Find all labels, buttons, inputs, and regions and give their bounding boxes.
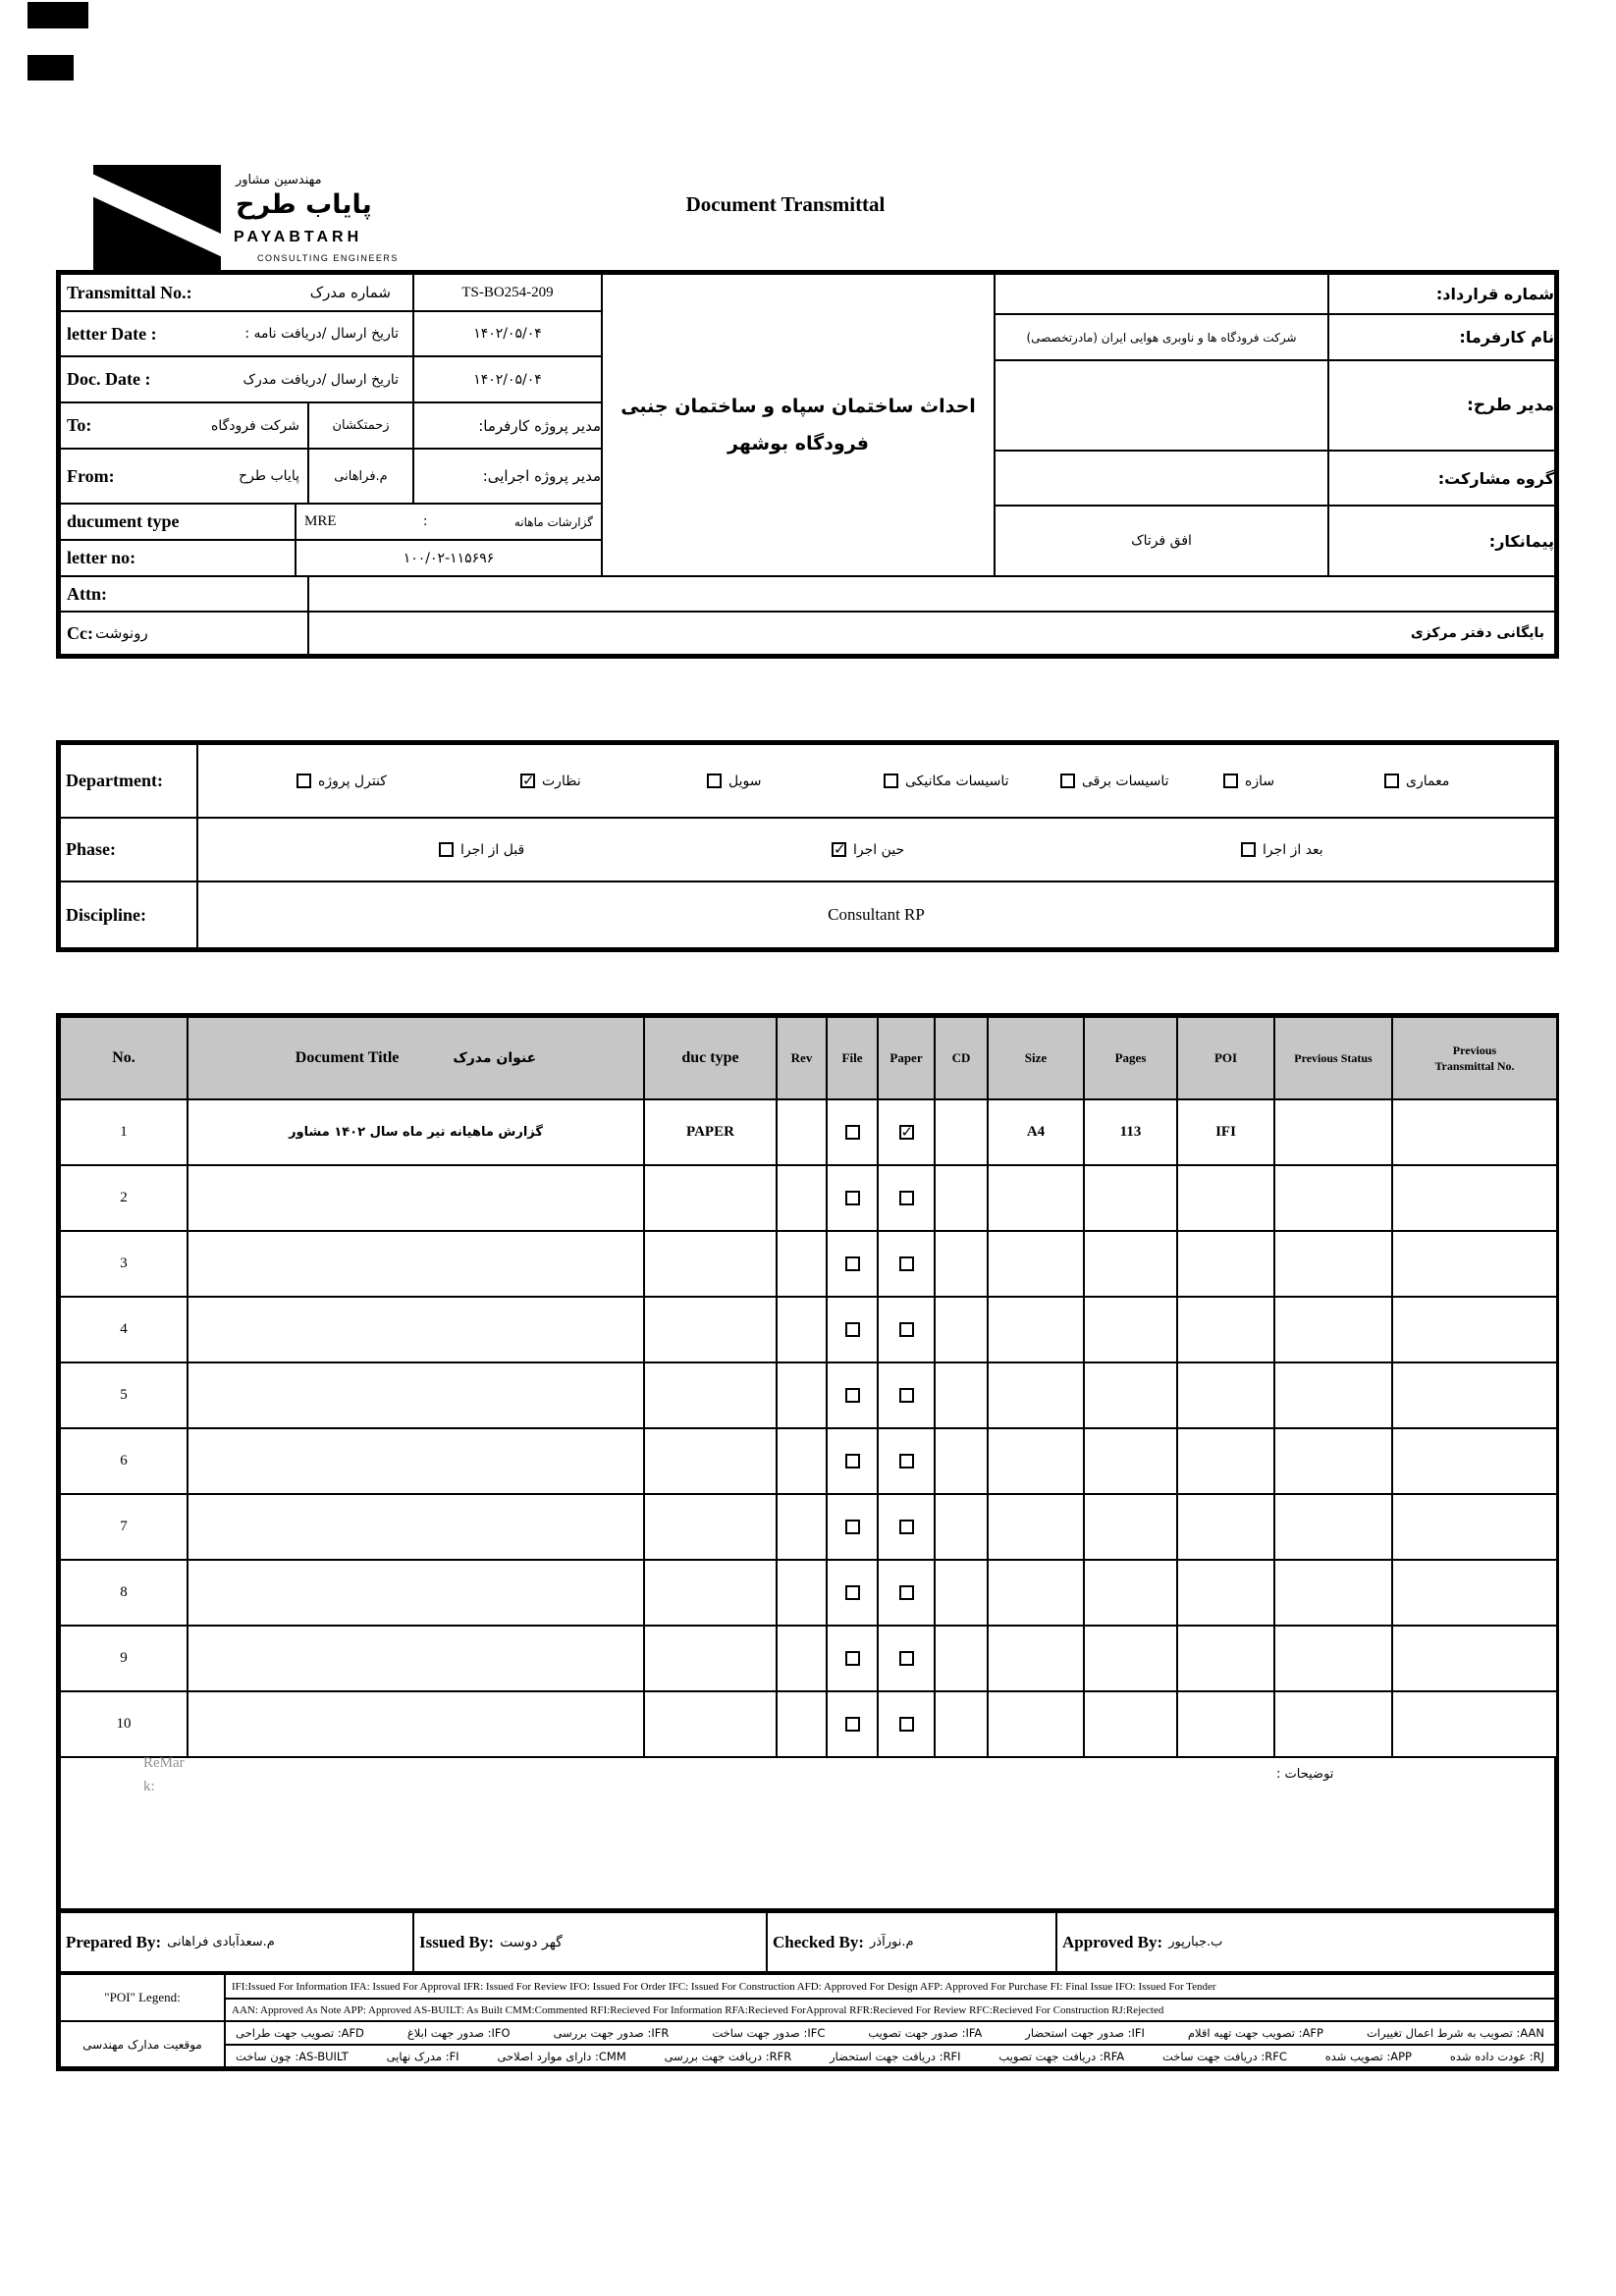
doc-row-1-paper [877,1098,936,1166]
doc-row-10-prev_no [1391,1690,1558,1758]
doc-row-4-cd [934,1296,989,1363]
doc-table-header-size: Size [987,1016,1085,1100]
cc-label-fa: رونوشت [94,624,148,642]
legend-fa1-item-4: IFA: صدور جهت تصویب [868,2026,983,2040]
remark-fa-label: توضیحات : [1276,1767,1334,1782]
phase-item-1 [439,842,524,858]
doc-row-3-file-checkbox [845,1256,860,1271]
doc-row-3-cd [934,1230,989,1298]
department-item-1 [296,774,387,789]
phase-item-2 [832,842,904,858]
doc-row-10-file-checkbox [845,1717,860,1732]
doc-row-6-rev [776,1427,828,1495]
doc-row-9-poi [1176,1625,1275,1692]
doc-row-8-cd [934,1559,989,1627]
department-item-label: تاسیسات برقی [1082,773,1169,789]
doc-row-4-size [987,1296,1085,1363]
doc-table-header-title-pair [296,1047,536,1069]
doc-table-header-no: No. [59,1016,189,1100]
partnership-label: گروه مشارکت: [1327,450,1556,507]
doc-row-1-rev [776,1098,828,1166]
doc-row-5-paper [877,1362,936,1429]
doc-row-4-duc_type [643,1296,778,1363]
legend-fa2-item-2: APP: تصویب شده [1324,2049,1412,2063]
checked-by-cell [766,1911,1057,1973]
doc-date-label-en: Doc. Date : [67,369,151,389]
project-title-line1: احداث ساختمان سپاه و ساختمان جنبی [620,396,976,417]
doc-row-5-file-checkbox [845,1388,860,1403]
document-type-fa: گزارشات ماهانه [513,514,593,529]
doc-row-2-rev [776,1164,828,1232]
to-field [59,401,309,450]
doc-row-10-size [987,1690,1085,1758]
design-manager-value [994,359,1329,452]
prepared-by-cell [59,1911,414,1973]
approved-by-label: Approved By: [1062,1932,1163,1951]
doc-row-7-title [187,1493,645,1561]
transmittal-no-label-fa: شماره مدرک [309,284,391,301]
doc-row-1-prev_no [1391,1098,1558,1166]
contract-no-value [994,273,1329,315]
cc-value: بایگانی دفتر مرکزی [307,611,1556,656]
department-item-4 [884,774,1009,789]
department-item-label: کنترل پروژه [318,773,387,789]
doc-row-9-no: 9 [59,1625,189,1692]
doc-row-10-duc_type [643,1690,778,1758]
phase-item-label: قبل از اجرا [460,841,525,858]
doc-row-3-paper [877,1230,936,1298]
doc-row-10-pages [1083,1690,1178,1758]
phase-item-label: بعد از اجرا [1263,841,1323,858]
doc-row-4-no: 4 [59,1296,189,1363]
doc-row-3-paper-checkbox [899,1256,914,1271]
doc-row-9-duc_type [643,1625,778,1692]
doc-row-5-paper-checkbox [899,1388,914,1403]
doc-row-8-poi [1176,1559,1275,1627]
legend-fa2-item-6: RFR: دریافت جهت بررسی [664,2049,792,2063]
department-checkbox-6 [1223,774,1238,788]
doc-row-4-poi [1176,1296,1275,1363]
doc-table-header-prev_no [1391,1016,1558,1100]
doc-row-9-file-checkbox [845,1651,860,1666]
doc-table-header-cd: CD [934,1016,989,1100]
letter-date-label [59,310,414,357]
department-checkbox-1 [296,774,311,788]
doc-row-2-prev_status [1273,1164,1393,1232]
phase-item-label: حین اجرا [853,841,905,858]
doc-row-9-rev [776,1625,828,1692]
issued-by-name: گهر دوست [500,1934,563,1950]
legend-fa1-item-1: AAN: تصویب به شرط اعمال تغییرات [1366,2026,1544,2040]
doc-row-8-size [987,1559,1085,1627]
doc-row-6-prev_no [1391,1427,1558,1495]
doc-date-value: ۱۴۰۲/۰۵/۰۴ [412,355,603,403]
department-item-label: سویل [728,773,762,789]
document-type-code: MRE [304,513,337,529]
doc-row-7-file-checkbox [845,1520,860,1534]
doc-row-2-no: 2 [59,1164,189,1232]
legend-fa-row1 [226,2026,1554,2040]
doc-status-legend-label: موقعیت مدارک مهندسی [59,2020,226,2068]
doc-row-7-size [987,1493,1085,1561]
doc-row-8-no: 8 [59,1559,189,1627]
doc-row-10-title [187,1690,645,1758]
issued-by-label: Issued By: [419,1932,495,1951]
doc-row-6-paper-checkbox [899,1454,914,1468]
doc-row-6-file [826,1427,879,1495]
doc-row-1-file-checkbox [845,1125,860,1140]
doc-row-4-paper-checkbox [899,1322,914,1337]
approved-by-cell [1055,1911,1556,1973]
doc-row-5-pages [1083,1362,1178,1429]
transmittal-no-value: TS-BO254-209 [412,273,603,312]
transmittal-no-label [59,273,414,312]
remark-label [143,1751,232,1798]
doc-row-8-title [187,1559,645,1627]
phase-item-3 [1241,842,1323,858]
client-name-label: نام کارفرما: [1327,313,1556,361]
department-item-3 [707,774,761,789]
doc-row-6-title [187,1427,645,1495]
doc-row-6-cd [934,1427,989,1495]
doc-row-6-size [987,1427,1085,1495]
department-options [196,743,1556,819]
doc-row-5-size [987,1362,1085,1429]
legend-fa-row1-cell [224,2020,1556,2046]
doc-row-4-prev_no [1391,1296,1558,1363]
doc-table-header-prev_status: Previous Status [1273,1016,1393,1100]
legend-fa2-item-3: RFC: دریافت جهت ساخت [1162,2049,1287,2063]
discipline-value: Consultant RP [196,881,1556,949]
doc-row-7-prev_status [1273,1493,1393,1561]
doc-row-1-title: گزارش ماهیانه تیر ماه سال ۱۴۰۲ مشاور [187,1098,645,1166]
doc-row-9-title [187,1625,645,1692]
phase-checkbox-1 [439,842,454,857]
doc-row-9-size [987,1625,1085,1692]
legend-fa2-item-8: FI: مدرک نهایی [386,2049,459,2063]
department-checkbox-4 [884,774,898,788]
letter-no-value: ۱۰۰/۰۲-۱۱۵۶۹۶ [295,539,603,577]
doc-row-10-poi [1176,1690,1275,1758]
doc-row-4-file-checkbox [845,1322,860,1337]
department-item-6 [1223,774,1274,789]
department-checkbox-5 [1060,774,1075,788]
legend-fa2-item-9: AS-BUILT: چون ساخت [236,2049,349,2063]
phase-checkbox-2 [832,842,846,857]
doc-row-1-size: A4 [987,1098,1085,1166]
doc-row-4-file [826,1296,879,1363]
doc-row-5-prev_status [1273,1362,1393,1429]
from-label: From: [67,465,115,486]
doc-row-7-file [826,1493,879,1561]
document-type-sep: : [423,513,428,529]
doc-row-7-poi [1176,1493,1275,1561]
logo-fa-tagline: مهندسین مشاور [236,173,322,187]
legend-fa1-item-5: IFC: صدور جهت ساخت [712,2026,826,2040]
doc-row-6-file-checkbox [845,1454,860,1468]
doc-table-header-duc_type: duc type [643,1016,778,1100]
doc-row-9-prev_status [1273,1625,1393,1692]
doc-row-6-pages [1083,1427,1178,1495]
legend-fa1-item-6: IFR: صدور جهت بررسی [553,2026,670,2040]
doc-row-1-file [826,1098,879,1166]
prepared-by-label: Prepared By: [66,1932,162,1951]
doc-row-2-paper [877,1164,936,1232]
doc-table-header-line: Transmittal No. [1434,1059,1515,1073]
doc-row-10-prev_status [1273,1690,1393,1758]
remark-label-line2: k: [143,1779,155,1794]
doc-table-header-rev: Rev [776,1016,828,1100]
doc-row-4-rev [776,1296,828,1363]
doc-row-2-file-checkbox [845,1191,860,1205]
doc-row-8-rev [776,1559,828,1627]
doc-row-5-file [826,1362,879,1429]
legend-fa1-item-8: AFD: تصویب جهت طراحی [236,2026,364,2040]
doc-row-10-file [826,1690,879,1758]
department-item-label: معماری [1406,773,1450,789]
from-field [59,448,309,505]
doc-row-7-duc_type [643,1493,778,1561]
legend-fa1-item-2: AFP: تصویب جهت تهیه اقلام [1187,2026,1323,2040]
doc-row-7-cd [934,1493,989,1561]
from-person: م.فراهانی [307,448,414,505]
doc-row-10-rev [776,1690,828,1758]
contract-no-label: شماره قرارداد: [1327,273,1556,315]
doc-row-2-paper-checkbox [899,1191,914,1205]
phase-label: Phase: [59,817,198,882]
to-label: To: [67,415,92,435]
doc-table-header-title-en: Document Title [295,1049,400,1067]
department-checkbox-7 [1384,774,1399,788]
doc-date-label-fa: تاریخ ارسال /دریافت مدرک [242,371,399,388]
legend-fa1-item-3: IFI: صدور جهت استحضار [1025,2026,1145,2040]
doc-row-7-paper-checkbox [899,1520,914,1534]
doc-row-9-paper [877,1625,936,1692]
doc-row-6-paper [877,1427,936,1495]
doc-row-1-prev_status [1273,1098,1393,1166]
doc-row-1-duc_type: PAPER [643,1098,778,1166]
transmittal-no-label-en: Transmittal No.: [67,282,192,302]
legend-fa-row2 [226,2050,1554,2063]
department-item-label: تاسیسات مکانیکی [905,773,1009,789]
doc-row-8-file [826,1559,879,1627]
doc-row-2-cd [934,1164,989,1232]
legend-fa-row2-cell [224,2044,1556,2068]
to-value: شرکت فرودگاه [211,417,299,434]
doc-table-header-line: Previous [1452,1042,1497,1057]
doc-row-3-prev_status [1273,1230,1393,1298]
doc-row-3-no: 3 [59,1230,189,1298]
doc-row-4-prev_status [1273,1296,1393,1363]
doc-row-8-prev_status [1273,1559,1393,1627]
letter-date-label-fa: تاریخ ارسال /دریافت نامه : [244,326,399,342]
doc-row-2-prev_no [1391,1164,1558,1232]
legend-en-row2: AAN: Approved As Note APP: Approved AS-BUILT: As Built CMM:Commented RFI:Recieved For Information RFA:Recieved ForApproval RFR:Recieved For Review RFC:Recieved For Construction RJ:Rejected [224,1998,1556,2022]
doc-row-1-poi: IFI [1176,1098,1275,1166]
doc-table-header-pages: Pages [1083,1016,1178,1100]
discipline-label: Discipline: [59,881,198,949]
department-label: Department: [59,743,198,819]
scan-mark-second [27,55,74,80]
client-name-value: شرکت فرودگاه ها و ناوبری هوایی ایران (مادرتخصصی) [994,313,1329,361]
checked-by-label: Checked By: [773,1932,865,1951]
poi-legend-label: "POI" Legend: [59,1973,226,2022]
document-type-label: ducument type [59,503,296,541]
legend-fa2-item-7: CMM: دارای موارد اصلاحی [497,2049,626,2063]
doc-row-5-rev [776,1362,828,1429]
doc-row-2-size [987,1164,1085,1232]
doc-row-5-duc_type [643,1362,778,1429]
legend-en-row1: IFI:Issued For Information IFA: Issued For Approval IFR: Issued For Review IFO: Issued For Order IFC: Issued For Construction AFD: Approved For Design AFP: Approved For Purchase FI: Final Issue IFO: Issued For Tender [224,1973,1556,2000]
doc-row-9-prev_no [1391,1625,1558,1692]
doc-row-3-size [987,1230,1085,1298]
doc-row-8-paper-checkbox [899,1585,914,1600]
project-title-line2: فرودگاه بوشهر [727,433,869,454]
legend-fa2-item-5: RFI: دریافت جهت استحضار [830,2049,961,2063]
doc-row-6-prev_status [1273,1427,1393,1495]
doc-date-label [59,355,414,403]
client-pm-label: مدیر پروژه کارفرما: [412,401,603,450]
page-title: Document Transmittal [685,192,886,216]
project-title-cell [601,273,996,577]
doc-table-header-poi: POI [1176,1016,1275,1100]
attn-label: Attn: [59,575,309,613]
logo-fa-name: پایاب طرح [236,189,372,220]
doc-row-9-paper-checkbox [899,1651,914,1666]
doc-row-5-prev_no [1391,1362,1558,1429]
doc-row-4-paper [877,1296,936,1363]
letter-date-value: ۱۴۰۲/۰۵/۰۴ [412,310,603,357]
doc-row-3-title [187,1230,645,1298]
issued-by-cell [412,1911,768,1973]
doc-row-5-poi [1176,1362,1275,1429]
doc-table-header-title [187,1016,645,1100]
doc-table-header-file: File [826,1016,879,1100]
partnership-value [994,450,1329,507]
doc-row-6-duc_type [643,1427,778,1495]
department-item-label: سازه [1245,773,1275,789]
doc-row-7-no: 7 [59,1493,189,1561]
doc-row-2-duc_type [643,1164,778,1232]
doc-row-5-title [187,1362,645,1429]
executive-pm-label: مدیر پروژه اجرایی: [412,448,603,505]
doc-row-9-pages [1083,1625,1178,1692]
doc-row-1-cd [934,1098,989,1166]
legend-fa2-item-4: RFA: دریافت جهت تصویب [998,2049,1125,2063]
doc-table-header-title-fa: عنوان مدرک [453,1049,537,1066]
from-value: پایاب طرح [239,468,299,484]
doc-row-3-file [826,1230,879,1298]
doc-row-6-poi [1176,1427,1275,1495]
doc-row-4-title [187,1296,645,1363]
contractor-value: افق فرتاک [994,505,1329,577]
doc-row-8-pages [1083,1559,1178,1627]
cc-label [59,611,309,656]
letter-no-label: letter no: [59,539,296,577]
doc-row-8-prev_no [1391,1559,1558,1627]
logo-en-sub: CONSULTING ENGINEERS [257,253,399,263]
doc-row-10-cd [934,1690,989,1758]
doc-row-8-duc_type [643,1559,778,1627]
remark-label-line1: ReMar [143,1755,185,1771]
doc-row-2-poi [1176,1164,1275,1232]
doc-row-1-no: 1 [59,1098,189,1166]
design-manager-label: مدیر طرح: [1327,359,1556,452]
prepared-by-name: م.سعدآبادی فراهانی [167,1935,275,1949]
to-person: زحمتکشان [307,401,414,450]
legend-fa2-item-1: RJ: عودت داده شده [1449,2049,1544,2063]
logo-en-name: PAYABTARH [234,229,363,245]
phase-checkbox-3 [1241,842,1256,857]
doc-row-7-pages [1083,1493,1178,1561]
department-item-label: نظارت [542,773,581,789]
doc-row-8-file-checkbox [845,1585,860,1600]
doc-row-10-paper [877,1690,936,1758]
department-item-7 [1384,774,1449,789]
phase-options [196,817,1556,882]
checked-by-name: م.نورآذر [870,1935,914,1949]
doc-row-3-rev [776,1230,828,1298]
contractor-label: پیمانکار: [1327,505,1556,577]
doc-row-9-file [826,1625,879,1692]
doc-row-9-cd [934,1625,989,1692]
letter-date-label-en: letter Date : [67,323,157,344]
doc-row-3-poi [1176,1230,1275,1298]
logo-swoosh [93,169,221,264]
document-type-value [295,503,603,541]
cc-label-en: Cc: [67,622,93,643]
legend-fa1-item-7: IFO: صدور جهت ابلاغ [406,2026,511,2040]
doc-row-8-paper [877,1559,936,1627]
doc-row-7-paper [877,1493,936,1561]
doc-row-1-paper-checkbox [899,1125,914,1140]
approved-by-name: ب.جبارپور [1168,1935,1223,1949]
doc-row-4-pages [1083,1296,1178,1363]
doc-table-header-paper: Paper [877,1016,936,1100]
doc-row-7-prev_no [1391,1493,1558,1561]
department-checkbox-3 [707,774,722,788]
scan-mark-top [27,2,88,28]
department-item-5 [1060,774,1168,789]
department-item-2 [520,774,581,789]
doc-row-3-prev_no [1391,1230,1558,1298]
doc-row-2-file [826,1164,879,1232]
company-logo [93,165,221,285]
department-checkbox-2 [520,774,535,788]
doc-row-10-paper-checkbox [899,1717,914,1732]
doc-row-3-duc_type [643,1230,778,1298]
doc-row-2-title [187,1164,645,1232]
doc-row-2-pages [1083,1164,1178,1232]
doc-row-5-no: 5 [59,1362,189,1429]
attn-value [307,575,1556,613]
doc-row-5-cd [934,1362,989,1429]
doc-row-6-no: 6 [59,1427,189,1495]
doc-row-10-no: 10 [59,1690,189,1758]
doc-row-7-rev [776,1493,828,1561]
doc-row-1-pages: 113 [1083,1098,1178,1166]
doc-row-3-pages [1083,1230,1178,1298]
